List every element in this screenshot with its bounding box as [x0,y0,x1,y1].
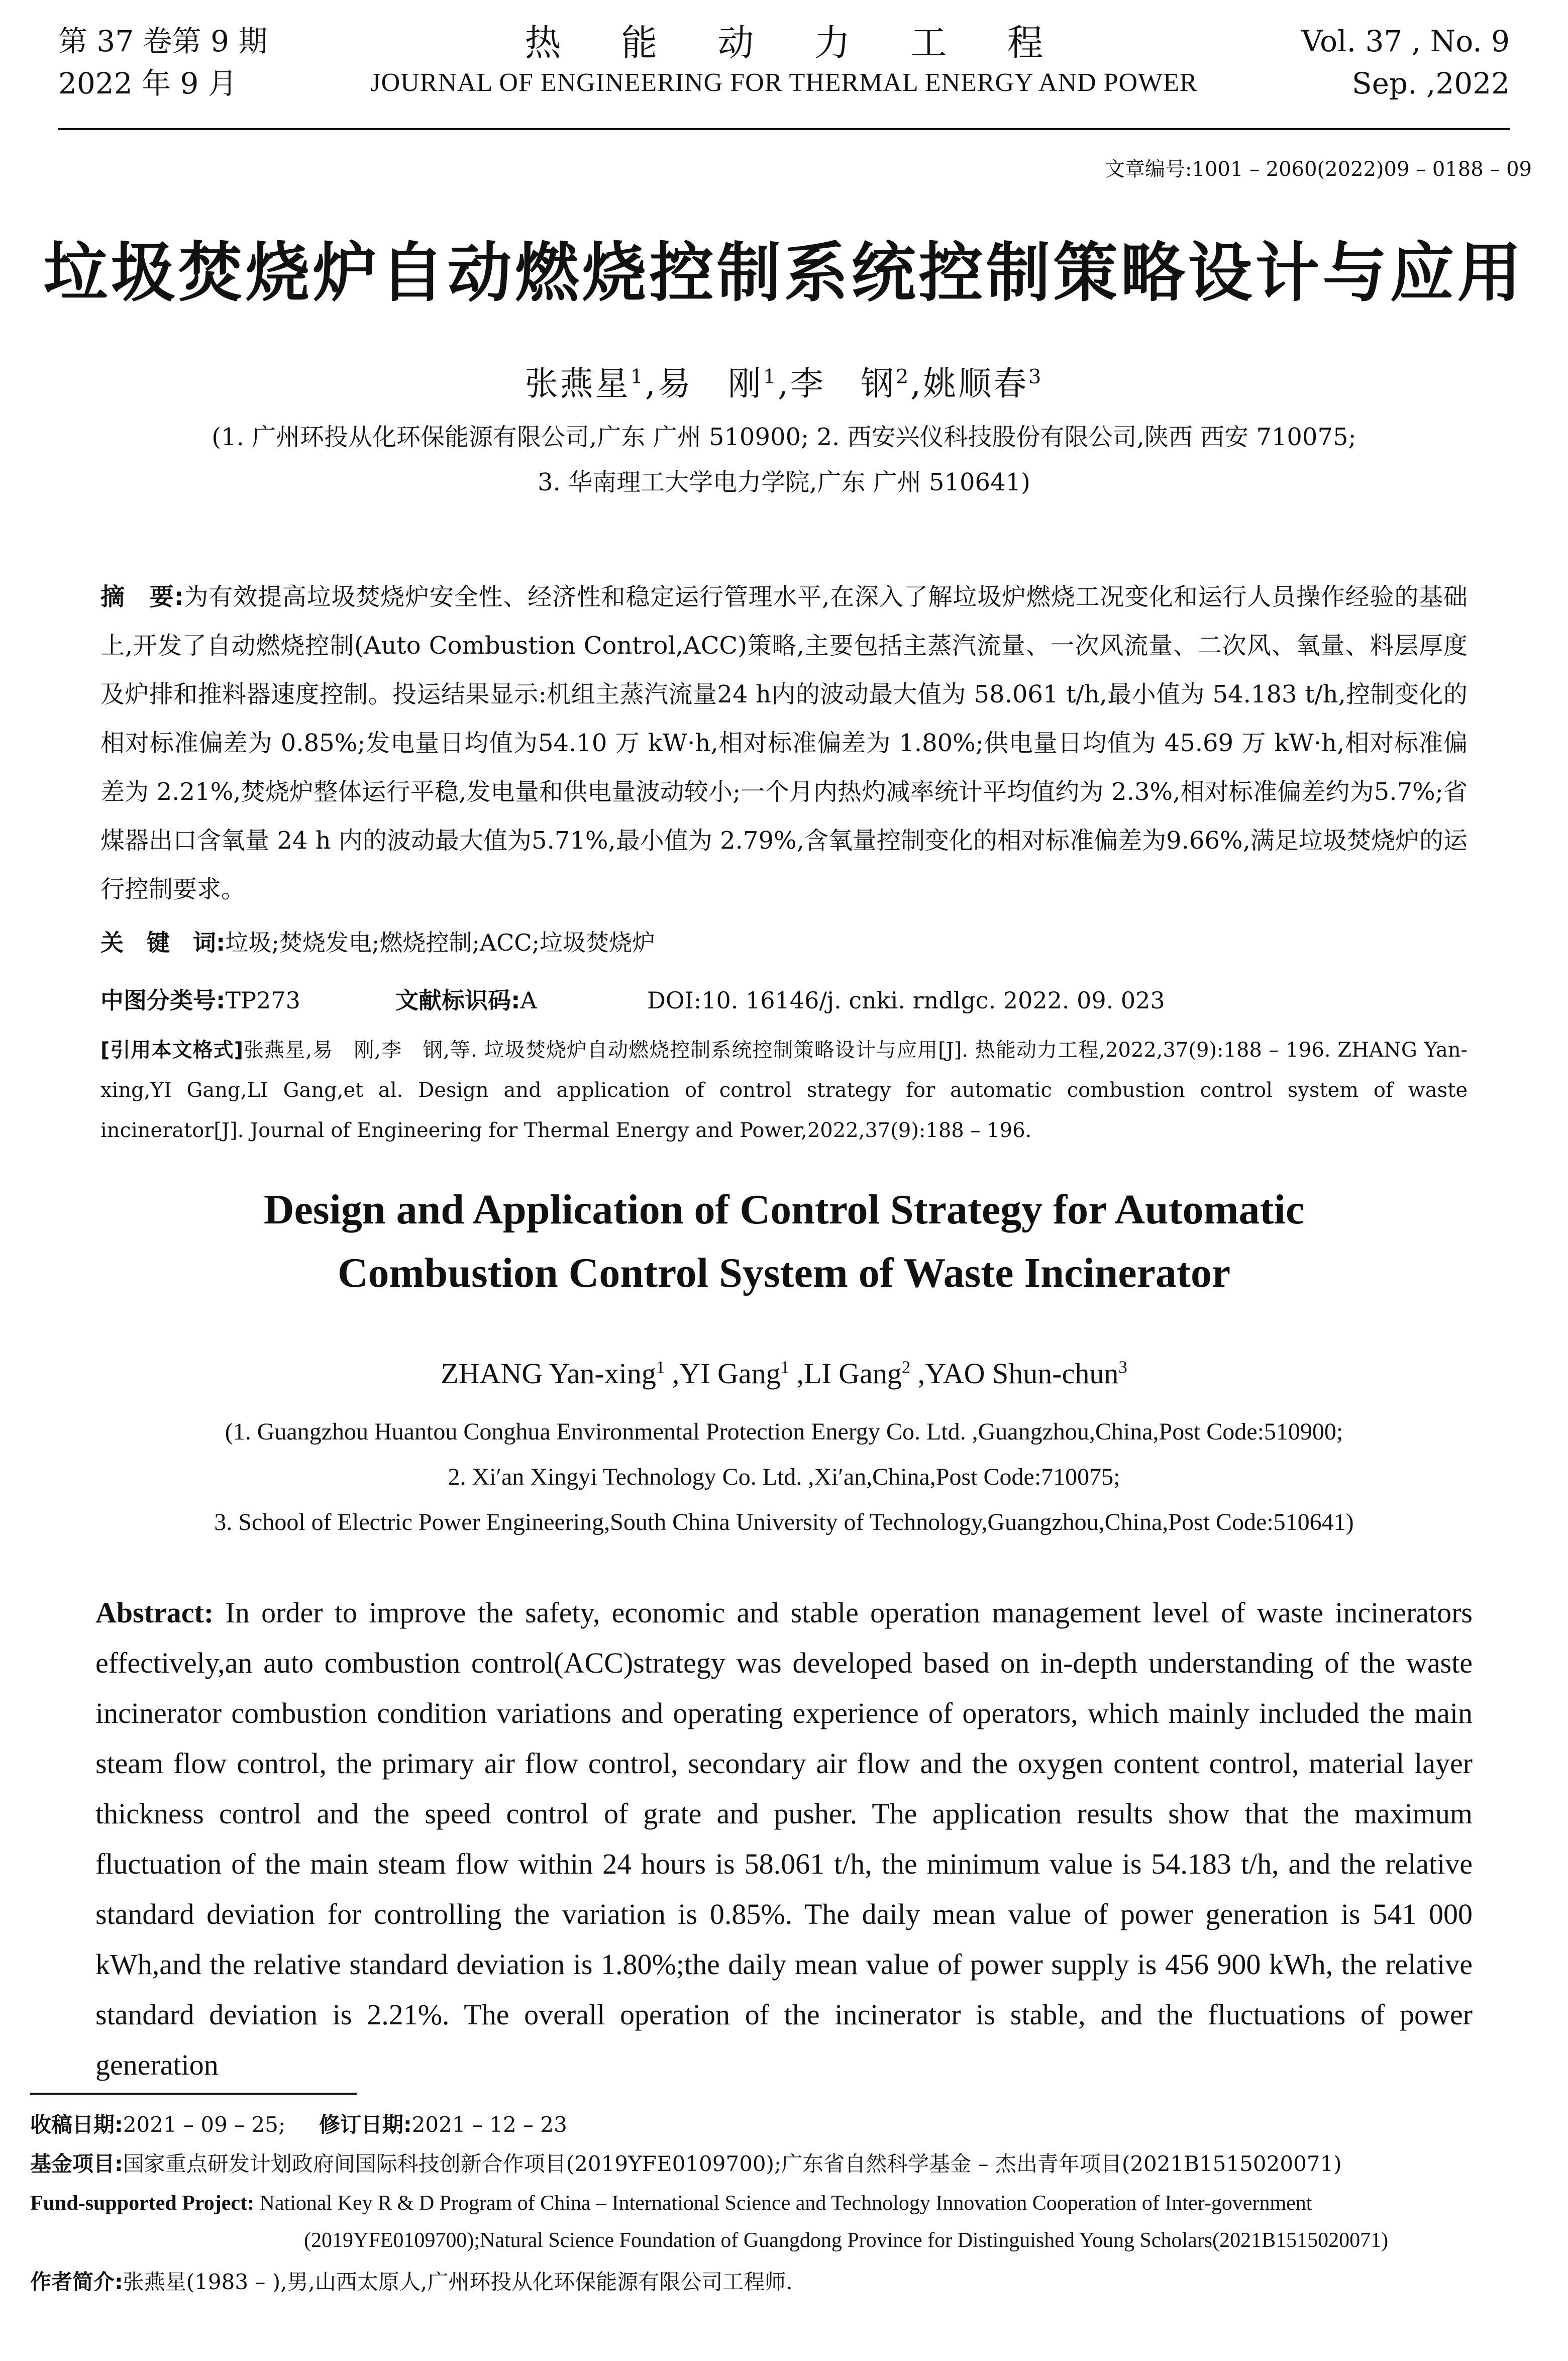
keywords-cn-text: 垃圾;焚烧发电;燃烧控制;ACC;垃圾焚烧炉 [225,929,656,956]
header-rule [58,128,1510,130]
keywords-cn-label: 关 键 词: [100,929,226,956]
doc-code-label: 文献标识码: [395,987,520,1014]
authors-en: ZHANG Yan-xing$^1$ ,YI Gang$^1$ ,LI Gang$^2$ ,YAO Shun-chun$^3$ [441,1357,1127,1390]
author-name: LI Gang [804,1357,902,1390]
title-en-line: Combustion Control System of Waste Incinerator [337,1250,1231,1296]
volume-issue-en: Vol. 37 , No. 9 [1301,24,1510,58]
fund-en-line: National Key R & D Program of China – International Science and Technology Innovation Cooperation of Inter-government [259,2192,1312,2215]
author-affil-mark: 3 [1118,1357,1127,1377]
citation-label: [引用本文格式] [100,1039,244,1062]
date-en: Sep. ,2022 [1351,66,1510,100]
doc-code-value: A [520,987,537,1014]
author-bio [30,2264,1538,2301]
fund-en [30,2185,1538,2259]
fund-cn-text: 国家重点研发计划政府间国际科技创新合作项目(2019YFE0109700);广东省自然科学基金 – 杰出青年项目(2021B1515020071) [123,2151,1342,2176]
abstract-en-label: Abstract: [95,1596,214,1629]
abstract-en [95,1588,1473,2090]
clc-label: 中图分类号: [100,987,226,1014]
affiliation-line: 3. School of Electric Power Engineering,South China University of Technology,Guangzhou,China,Post Code:510641) [214,1509,1354,1535]
author-affil-mark: 1 [763,365,778,388]
author-name: YI Gang [679,1357,781,1390]
bio-label: 作者简介: [30,2270,123,2294]
paper-title-en [0,1178,1568,1305]
received-dates [30,2106,1538,2143]
author-affil-mark: 3 [1028,365,1043,388]
affiliation-line: 2. Xi′an Xingyi Technology Co. Ltd. ,Xi′an,China,Post Code:710075; [448,1464,1120,1490]
paper-title-cn: 垃圾焚烧炉自动燃烧控制系统控制策略设计与应用 [43,236,1525,311]
affiliation-line: (1. 广州环投从化环保能源有限公司,广东 广州 510900; 2. 西安兴仪科技股份有限公司,陕西 西安 710075; [212,423,1356,451]
journal-title-en: JOURNAL OF ENGINEERING FOR THERMAL ENERGY AND POWER [370,68,1198,97]
author-name: 张燕星 [525,364,631,403]
authors-cn: 张燕星$^1$,易 刚$^1$,李 钢$^2$,姚顺春$^3$ [525,364,1043,403]
abstract-cn [100,573,1468,914]
abstract-cn-text: 为有效提高垃圾焚烧炉安全性、经济性和稳定运行管理水平,在深入了解垃圾炉燃烧工况变化和运行人员操作经验的基础上,开发了自动燃烧控制(Auto Combustion Control,ACC)策略,主要包括主蒸汽流量、一次风流量、二次风、氧量、料层厚度及炉排和推料器速度控制。投运结果显示:机组主蒸汽流量24 h内的波动最大值为 58.061 t/h,最小值为 54.183 t/h,控制变化的相对标准偏差为 0.85%;发电量日均值为54.10 万 kW·h,相对标准偏差为 1.80%;供电量日均值为 45.69 万 kW·h,相对标准偏差为 2.21%,焚烧炉整体运行平稳,发电量和供电量波动较小;一个月内热灼减率统计平均值约为 2.3%,相对标准偏差约为5.7%;省煤器出口含氧量 24 h 内的波动最大值为5.71%,最小值为 2.79%,含氧量控制变化的相对标准偏差为9.66%,满足垃圾焚烧炉的运行控制要求。 [100,583,1468,903]
fund-en-label: Fund-supported Project: [30,2192,255,2215]
abstract-en-text: In order to improve the safety, economic and stable operation management level of waste incinerators effectively,an auto combustion control(ACC)strategy was developed based on in-depth understanding of the waste incinerator combustion condition variations and operating experience of operators, which mainly included the main steam flow control, the primary air flow control, secondary air flow and the oxygen content control, material layer thickness control and the speed control of grate and pusher. The application results show that the maximum fluctuation of the main steam flow within 24 hours is 58.061 t/h, the minimum value is 54.183 t/h, and the relative standard deviation for controlling the variation is 0.85%. The daily mean value of power generation is 541 000 kWh,and the relative standard deviation is 1.80%;the daily mean value of power supply is 456 900 kWh, the relative standard deviation is 2.21%. The overall operation of the incinerator is stable, and the fluctuations of power generation [95,1596,1473,2081]
abstract-cn-label: 摘 要: [100,583,184,611]
author-name: 李 钢 [790,364,896,403]
received-label: 收稿日期: [30,2112,123,2137]
author-affil-mark: 1 [780,1357,789,1377]
volume-issue-cn: 第 37 卷第 9 期 [58,24,268,58]
received-value: 2021 – 09 – 25; [123,2112,286,2137]
revised-label: 修订日期: [319,2112,412,2137]
affiliation-line: 3. 华南理工大学电力学院,广东 广州 510641) [538,468,1030,496]
issue-info-right [1302,20,1510,105]
author-name: ZHANG Yan-xing [441,1357,656,1390]
affiliation-line: (1. Guangzhou Huantou Conghua Environmental Protection Energy Co. Ltd. ,Guangzhou,China,Post Code:510900; [225,1418,1343,1445]
fund-cn-label: 基金项目: [30,2151,123,2176]
affiliations-cn [0,415,1568,505]
citation-format [100,1030,1468,1151]
author-name: 易 刚 [657,364,763,403]
title-en-line: Design and Application of Control Strategy for Automatic [263,1186,1305,1233]
journal-title-cn: 热能动力工程 [525,22,1104,64]
author-affil-mark: 2 [895,365,911,388]
fund-en-line: (2019YFE0109700);Natural Science Foundation of Guangdong Province for Distinguished Young Scholars(2021B1515020071) [304,2229,1389,2252]
revised-value: 2021 – 12 – 23 [411,2112,567,2137]
keywords-cn [100,925,1468,958]
author-name: 姚顺春 [923,364,1029,403]
citation-text: 张燕星,易 刚,李 钢,等. 垃圾焚烧炉自动燃烧控制系统控制策略设计与应用[J]. 热能动力工程,2022,37(9):188 – 196. ZHANG Yan-xing,YI Gang,LI Gang,et al. Design and application of control strategy for automatic combustion control system of waste incinerator[J]. Journal of Engineering for Thermal Energy and Power,2022,37(9):188 – 196. [100,1039,1468,1142]
date-cn: 2022 年 9 月 [58,66,237,100]
affiliations-en [0,1409,1568,1545]
doi: DOI:10. 16146/j. cnki. rndlgc. 2022. 09. 023 [647,987,1165,1014]
author-affil-mark: 1 [630,365,645,388]
bio-text: 张燕星(1983 – ),男,山西太原人,广州环投从化环保能源有限公司工程师. [123,2270,793,2294]
clc-value: TP273 [225,987,300,1014]
author-affil-mark: 1 [656,1357,665,1377]
author-affil-mark: 2 [901,1357,911,1377]
footnote-rule [30,2093,357,2095]
classification-line [100,982,1468,1015]
fund-cn [30,2145,1538,2183]
author-name: YAO Shun-chun [925,1357,1119,1390]
article-number: 文章编号:1001 – 2060(2022)09 – 0188 – 09 [1105,158,1532,181]
